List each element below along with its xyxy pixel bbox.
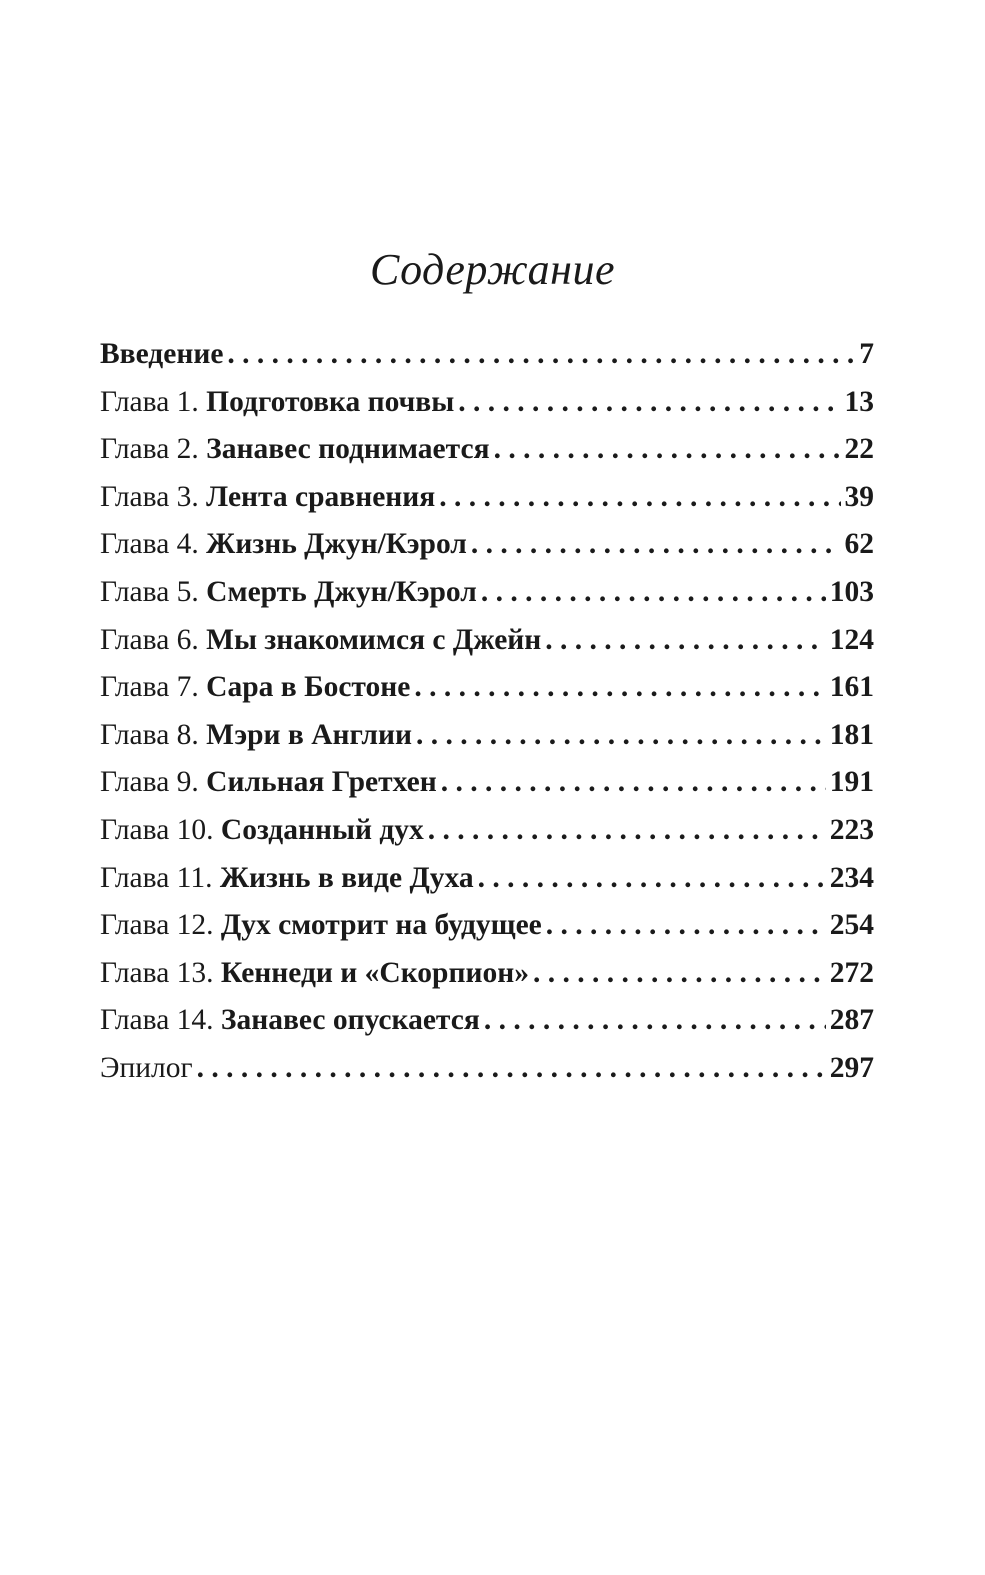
page-number: 22 xyxy=(844,433,874,466)
dot-leader xyxy=(441,759,826,807)
page-number: 272 xyxy=(829,956,874,989)
chapter-label: Глава 13. xyxy=(100,956,214,989)
chapter-title: Занавес опускается xyxy=(220,1004,480,1037)
page-number: 297 xyxy=(829,1051,874,1084)
dot-leader xyxy=(494,426,841,474)
page-number: 124 xyxy=(829,623,874,656)
dot-leader xyxy=(458,379,840,427)
chapter-label: Глава 5. xyxy=(100,575,199,608)
dot-leader xyxy=(414,664,825,712)
toc-entry xyxy=(100,331,874,379)
chapter-label: Глава 10. xyxy=(100,813,214,846)
chapter-title: Жизнь Джун/Кэрол xyxy=(206,528,467,561)
toc-title: Содержание xyxy=(369,245,615,294)
chapter-label: Глава 7. xyxy=(100,671,199,704)
page-number: 287 xyxy=(829,1004,874,1037)
toc-entry-text xyxy=(100,331,223,379)
chapter-title: Лента сравнения xyxy=(206,480,436,513)
chapter-label: Глава 3. xyxy=(100,480,199,513)
dot-leader xyxy=(545,617,825,665)
toc-entry-text xyxy=(100,902,542,950)
toc-entry xyxy=(100,521,874,569)
dot-leader xyxy=(484,997,826,1045)
toc-entry-text xyxy=(100,379,454,427)
toc-entry-text xyxy=(100,1045,193,1093)
chapter-title: Мы знакомимся с Джейн xyxy=(206,623,542,656)
toc-entry xyxy=(100,997,874,1045)
toc-entry xyxy=(100,1045,874,1093)
chapter-title: Жизнь в виде Духа xyxy=(219,861,474,894)
dot-leader xyxy=(481,569,826,617)
toc-entry xyxy=(100,617,874,665)
toc-entry xyxy=(100,759,874,807)
page-number: 181 xyxy=(829,718,874,751)
chapter-title: Занавес поднимается xyxy=(206,433,490,466)
chapter-title: Кеннеди и «Скорпион» xyxy=(220,956,529,989)
toc-entry xyxy=(100,569,874,617)
chapter-title: Смерть Джун/Кэрол xyxy=(206,575,477,608)
chapter-title: Созданный дух xyxy=(220,813,424,846)
dot-leader xyxy=(227,331,855,379)
toc-entry xyxy=(100,426,874,474)
chapter-title: Введение xyxy=(100,338,224,370)
chapter-label: Глава 4. xyxy=(100,528,199,561)
toc-entry xyxy=(100,807,874,855)
dot-leader xyxy=(428,807,826,855)
dot-leader xyxy=(533,950,826,998)
chapter-title: Эпилог xyxy=(100,1051,193,1084)
dot-leader xyxy=(478,855,826,903)
toc-entry-text xyxy=(100,759,437,807)
chapter-label: Глава 12. xyxy=(100,909,214,942)
chapter-label: Глава 8. xyxy=(100,718,199,751)
toc-entry-text xyxy=(100,807,424,855)
chapter-label: Глава 11. xyxy=(100,861,213,894)
toc-entry xyxy=(100,855,874,903)
chapter-label: Глава 14. xyxy=(100,1004,214,1037)
page-number: 223 xyxy=(829,813,874,846)
toc-entry-text xyxy=(100,664,410,712)
toc-entry-text xyxy=(100,997,480,1045)
chapter-title: Подготовка почвы xyxy=(206,385,455,418)
dot-leader xyxy=(546,902,826,950)
toc-entry xyxy=(100,664,874,712)
toc-entry-text xyxy=(100,569,477,617)
toc-entry-text xyxy=(100,521,467,569)
chapter-label: Глава 6. xyxy=(100,623,199,656)
toc-entry-text xyxy=(100,950,529,998)
toc-entry xyxy=(100,474,874,522)
toc-list xyxy=(100,331,874,1093)
toc-entry xyxy=(100,712,874,760)
toc-entry-text xyxy=(100,855,474,903)
toc-entry xyxy=(100,902,874,950)
chapter-title: Сара в Бостоне xyxy=(206,671,411,704)
chapter-label: Глава 2. xyxy=(100,433,199,466)
page-number: 103 xyxy=(829,575,874,608)
toc-entry-text xyxy=(100,426,490,474)
page-number: 234 xyxy=(829,861,874,894)
page-number: 7 xyxy=(859,338,874,370)
dot-leader xyxy=(471,521,841,569)
dot-leader xyxy=(197,1045,826,1093)
dot-leader xyxy=(416,712,826,760)
chapter-label: Глава 1. xyxy=(100,385,199,418)
chapter-title: Сильная Гретхен xyxy=(206,766,437,799)
dot-leader xyxy=(439,474,840,522)
toc-entry xyxy=(100,950,874,998)
toc-entry-text xyxy=(100,474,435,522)
page-number: 254 xyxy=(829,909,874,942)
chapter-label: Глава 9. xyxy=(100,766,199,799)
chapter-title: Мэри в Англии xyxy=(206,718,412,751)
page-number: 13 xyxy=(844,385,874,418)
toc-entry-text xyxy=(100,712,412,760)
page-number: 62 xyxy=(844,528,874,561)
page-number: 39 xyxy=(844,480,874,513)
chapter-title: Дух смотрит на будущее xyxy=(220,909,542,942)
page-number: 161 xyxy=(829,671,874,704)
page-number: 191 xyxy=(829,766,874,799)
toc-entry xyxy=(100,379,874,427)
toc-entry-text xyxy=(100,617,541,665)
